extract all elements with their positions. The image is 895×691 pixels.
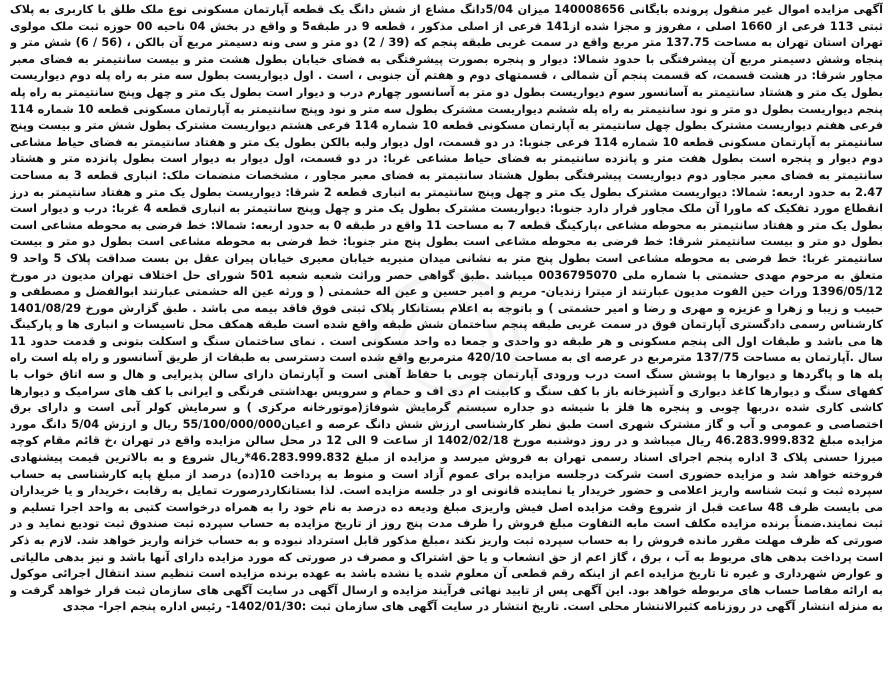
notice-body-text: آگهی مزایده اموال غیر منقول پرونده بایگانی 140008656 میزان 5/04دانگ مشاع از شش دانگ یک قطعه آپارتمان مسکونی نوع ملک طلق با کاربری به پلاک ثبتی 113 فرعی از 1660 اصلی ، مفروز و مجزا شده از141 فرعی از اصلی مذکور ، قطعه 9 در طبقه5 و واقع در بخش 04 ناحیه 00 حوزه ثبت ملک مولوی تهران استان تهران به مساحت 137.75 متر مربع واقع در سمت غربی طبقه پنجم که (39 / 2) دو متر و سی ونه دسیمتر مربع آن بالکن ، (56 / 6) شش متر و پنجاه وشش دسیمتر مربع آن پیشرفتگی با حدود شمالا: دیوار و پنجره بصورت پیشرفتگی به فضای خیابان بطول هشت متر و بیست سانتیمتر به فضای معبر مجاور شرقا: در هشت قسمت، که قسمت پنجم آن شمالی ، قسمتهای دوم و هفتم آن جنوبی ، است . اول دیواریست بطول سه متر به راه پله دوم دیواریست بطول یک متر و هشتاد سانتیمتر به آسانسور سوم دیواریست بطول دو متر به آسانسور چهارم درب و دیوار است بطول یک متر و چهل وپنج سانتیمتر به راه پله پنجم دیواریست بطول دو متر و نود سانتیمتر به راه پله ششم دیواریست مشترک بطول سه متر و نود وپنج سانتیمتر به آپارتمان مسکونی قطعه 10 شماره 114 فرعی هفتم دیواریست مشترک بطول چهل سانتیمتر به آپارتمان مسکونی قطعه 10 شماره 114 فرعی هشتم دیواریست مشترک بطول شش متر و بیست وپنج سانتیمتر به آپارتمان مسکونی قطعه 10 شماره 114 فرعی جنوبا: در دو قسمت، اول دیوار ولبه بالکن بطول یک متر و هفتاد سانتیمتر به فضای حیاط مشاعی دوم دیوار و پنجره است بطول هفت متر و پانزده سانتیمتر به فضای حیاط مشاعی غربا: در دو قسمت، اول دیوار به دیوار است بطول پانزده متر و هشتاد سانتیمتر به فضای معبر مجاور دوم دیواریست پیشرفتگی بطول هشتاد سانتیمتر به فضای معبر مجاور ، مشخصات منضمات ملک: انباری قطعه 3 به مساحت 2.47 به حدود اربعه: شمالا: دیواریست مشترک بطول یک متر و چهل وپنج سانتیمتر به انباری قطعه 2 شرقا: دیواریست بطول یک متر و هفتاد سانتیمتر به درز انقطاع مورد تفکیک که ماورا آن ملک مجاور قرار دارد جنوبا: دیواریست مشترک بطول یک متر و چهل وپنج سانتیمتر به انباری قطعه 4 غربا: درب و دیوار است بطول یک متر و هفتاد سانتیمتر به محوطه مشاعی ،پارکینگ قطعه 7 به مساحت 11 واقع در طبقه 0 به حدود اربعه: شمالا: خط فرضی به محوطه مشاعی است بطول دو متر و بیست سانتیمتر شرقا: خط فرضی به محوطه مشاعی است بطول پنج متر جنوبا: خط فرضی به محوطه مشاعی است بطول دو متر و بیست سانتیمتر غربا: خط فرضی به محوطه مشاعی است بطول پنج متر به نشانی میدان منیریه خیابان معیری خیابان پیران عقل بن بست صداقت پلاک 5 واحد 9 متعلق به مرحوم مهدی حشمتی با شماره ملی 0036795070 میباشد .طبق گواهی حصر وراثت شعبه شعبه 501 شورای حل اختلاف تهران مدیون در مورخ 1396/05/12 وراث حین الفوت مدیون عبارتند از میترا زندیان- مریم و امیر حسین و عین اله حشمتی ( و ورثه عین اله حشمتی عبارتند ابوالفضل و مصطفی و حبیب و زیبا و زهرا و عزیزه و مهری و رضا و امیر حشمتی ) و باتوجه به اعلام بستانکار پلاک ثبتی فوق فاقد بیمه می باشد . طبق گزارش مورخ 1401/08/29 کارشناس رسمی دادگستری آپارتمان فوق در سمت غربی طبقه پنجم ساختمان شش طبقه واقع شده است طبقه همکف محل تاسیسات و انباری ها و پارکینگ ها می باشد و طبقات اول الی پنجم مسکونی و هر طبقه دو واحدی و جمعا ده واحد مسکونی است . نمای ساختمان سنگ و اسکلت بتونی و قدمت حدود 11 سال .آپارتمان به مساحت 137/75 مترمربع در عرصه ای به مساحت 420/10 مترمربع واقع شده است دسترسی به طبقات از طریق آسانسور و راه پله است راه پله ها و پاگردها و دیوارها با پوشش سنگ است درب ورودی آپارتمان چوبی با حفاظ آهنی است و آپارتمان دارای سالن پذیرایی و هال و سه اتاق خواب با کفهای سنگ و دیوارها کاغذ دیواری و آشپزخانه باز با کف سنگ و کابینت ام دی اف و حمام و سرویس بهداشتی فرنگی و ایرانی با کف های سرامیک و دیوارها کاشی کاری شده ،دربها چوبی و پنجره ها فلز با شیشه دو جداره سیستم گرمایش شوفاژ(موتورخانه مرکزی ) و سرمایش کولر آبی است و دارای برق اختصاصی و عمومی و آب و گاز مشترک شهری است طبق نظر کارشناسی ارزش شش دانگ عرصه و اعیان55/100/000/000 ریال و ارزش 5/04 دانگ مورد مزایده مبلغ 46.283.999.832 ریال میباشد و در روز دوشنبه مورخ 1402/02/18 از ساعت 9 الی 12 در محل سالن مزایده واقع در تهران ،خ قائم مقام کوچه میرزا حسنی پلاک 3 اداره پنجم اجرای اسناد رسمی تهران به فروش میرسد و مزایده از مبلغ 46.283.999.832*ریال شروع و به بالاترین قیمت پیشنهادی فروخته خواهد شد و مزایده حضوری است شرکت درجلسه مزایده برای عموم آزاد است و منوط به پرداخت 10(ده) درصد از مبلغ پایه کارشناسی به حساب سپرده ثبت و ثبت شناسه واریز اعلامی و حضور خریدار یا نماینده قانونی او در جلسه مزایده است. لذا بستانکاردرصورت تمایل به رقابت ،خریدار و یا خریداران می بایست ظرف 48 ساعت قبل از شروع وقت مزایده اصل فیش واریزی مبلغ ودیعه ده درصد به نام خود را به همراه درخواست کتبی به واحد اجرا تسلیم و ثبت نمایند.ضمناً برنده مزایده مکلف است مابه التفاوت مبلغ فروش را ظرف مدت پنج روز از تاریخ مزایده به حساب سپرده ثبت صندوق ثبت تودیع نماید و در صورتی که ظرف مهلت مقرر مانده فروش را به حساب سپرده ثبت واریز نکند ،مبلغ مذکور قابل استرداد نبوده و به حساب خزانه واریز خواهد شد. لازم به ذکر است پرداخت بدهی های مربوط به آب ، برق ، گاز اعم از حق انشعاب و یا حق اشتراک و مصرف در صورتی که مورد مزایده دارای آنها باشد و نیز بدهی مالیاتی و عوارض شهرداری و غیره تا تاریخ مزایده اعم از اینکه رقم قطعی آن معلوم شده یا نشده باشد به عهده برنده مزایده است تنظیم سند انتقال اجرائی موکول به ارائه مفاصا حساب های مربوطه خواهد بود. این آگهی پس از تایید نهائی فرآیند مزایده و ارسال آگهی در سایت آگهی های سازمان ثبت قرار خواهد گرفت و به منزله انتشار آگهی در روزنامه کثیرالانتشار محلی است. تاریخ انتشار در سایت آگهی های سازمان ثبت :1402/01/30- رئیس اداره پنجم اجرا- مجدی: [10, 3, 883, 614]
auction-notice: [10, 2, 883, 686]
